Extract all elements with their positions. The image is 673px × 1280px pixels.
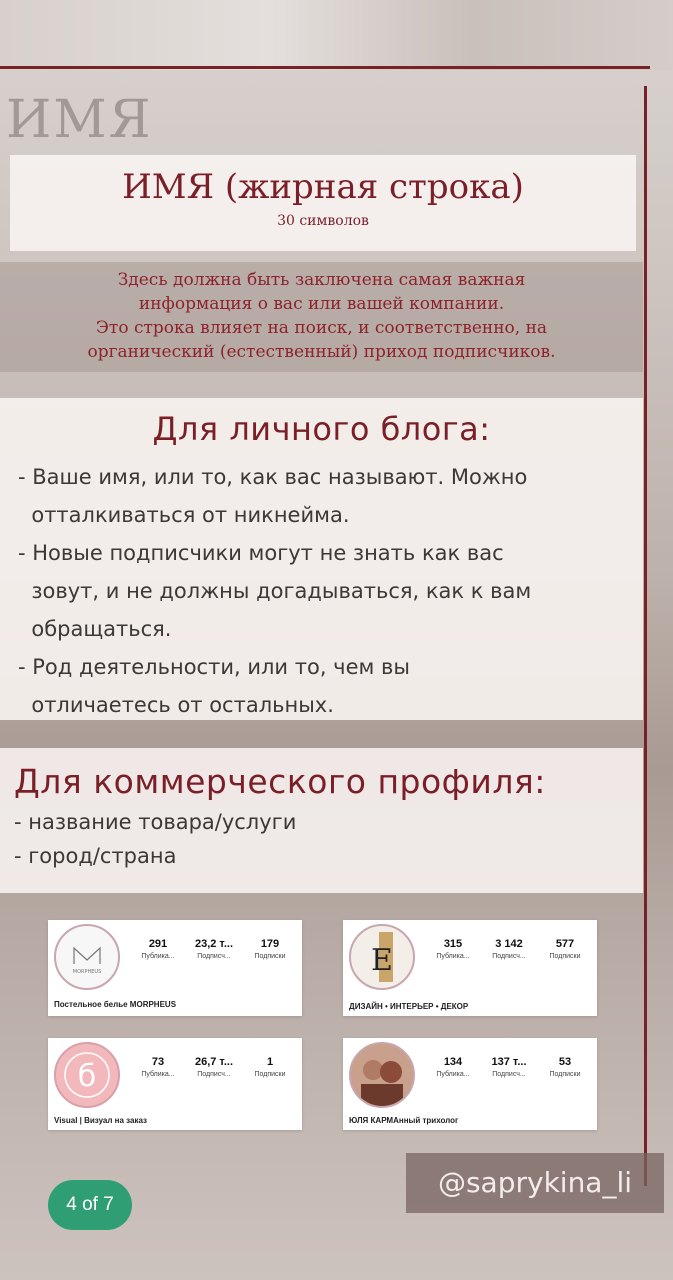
posts-label: Публика... xyxy=(141,1071,175,1078)
profile-name: Visual | Визуал на заказ xyxy=(54,1116,148,1125)
posts-count: 134 xyxy=(443,1056,463,1068)
personal-line: зовут, и не должны догадываться, как к вам xyxy=(18,579,532,603)
profile-name: ЮЛЯ КАРМАнный трихолог xyxy=(349,1116,459,1125)
followers-count: 26,7 т... xyxy=(194,1056,234,1068)
description-block xyxy=(0,262,643,372)
posts-count: 291 xyxy=(148,938,168,950)
description-line: органический (естественный) приход подписчиков. xyxy=(87,342,556,362)
posts-label: Публика... xyxy=(141,953,175,960)
following-label: Подписки xyxy=(549,1071,581,1078)
following-count: 577 xyxy=(555,938,575,950)
followers-count: 23,2 т... xyxy=(194,938,234,950)
posts-count: 73 xyxy=(151,1056,165,1068)
personal-line: - Ваше имя, или то, как вас называют. Можно xyxy=(18,465,528,489)
profile-card-design xyxy=(343,920,597,1016)
personal-line: - Род деятельности, или то, чем вы xyxy=(18,655,410,679)
following-label: Подписки xyxy=(549,953,581,960)
commercial-line: - город/страна xyxy=(14,844,177,868)
posts-label: Публика... xyxy=(436,1071,470,1078)
page-title: ИМЯ (жирная строка) xyxy=(122,167,524,207)
following-label: Подписки xyxy=(254,953,286,960)
design-logo-text: E xyxy=(371,943,393,978)
profile-card-morpheus xyxy=(48,920,302,1016)
posts-count: 315 xyxy=(443,938,463,950)
following-label: Подписки xyxy=(254,1071,286,1078)
followers-label: Подписч... xyxy=(197,1071,231,1078)
frame-line-right xyxy=(644,86,647,1186)
profile-name: ДИЗАЙН • ИНТЕРЬЕР • ДЕКОР xyxy=(349,1002,469,1011)
profile-photo xyxy=(349,1042,415,1108)
visual-logo-text: б xyxy=(77,1059,97,1094)
description-line: Это строка влияет на поиск, и соответственно, на xyxy=(95,318,548,338)
personal-line: обращаться. xyxy=(18,617,172,641)
followers-label: Подписч... xyxy=(492,953,526,960)
followers-count: 137 т... xyxy=(491,1056,527,1068)
background-top-strip xyxy=(0,0,673,70)
followers-label: Подписч... xyxy=(492,1071,526,1078)
author-handle[interactable]: @saprykina_li xyxy=(406,1153,664,1213)
description-line: информация о вас или вашей компании. xyxy=(138,294,505,314)
title-box xyxy=(10,155,636,251)
personal-line: - Новые подписчики могут не знать как вас xyxy=(18,541,504,565)
frame-line-top xyxy=(0,66,650,69)
personal-line: отличаетесь от остальных. xyxy=(18,693,334,717)
morpheus-logo xyxy=(54,924,120,990)
profile-card-visual xyxy=(48,1038,302,1130)
profile-card-trichologist xyxy=(343,1038,597,1130)
ghost-word: ИМЯ xyxy=(6,90,153,150)
followers-count: 3 142 xyxy=(495,938,523,950)
visual-logo xyxy=(54,1042,120,1108)
following-count: 179 xyxy=(260,938,280,950)
posts-label: Публика... xyxy=(436,953,470,960)
commercial-heading: Для коммерческого профиля: xyxy=(14,762,546,801)
profile-name: Постельное белье MORPHEUS xyxy=(54,1000,177,1009)
page-indicator: 4 of 7 xyxy=(48,1180,132,1230)
personal-line: отталкиваться от никнейма. xyxy=(18,503,350,527)
followers-label: Подписч... xyxy=(197,953,231,960)
commercial-line: - название товара/услуги xyxy=(14,810,297,834)
commercial-profile-panel xyxy=(0,748,643,893)
following-count: 53 xyxy=(558,1056,572,1068)
char-limit: 30 символов xyxy=(277,213,369,229)
description-line: Здесь должна быть заключена самая важная xyxy=(117,270,526,290)
morpheus-logo-text: MORPHEUS xyxy=(72,969,102,975)
following-count: 1 xyxy=(266,1056,274,1068)
personal-blog-panel xyxy=(0,398,643,720)
personal-heading: Для личного блога: xyxy=(152,410,491,448)
design-logo xyxy=(349,924,415,990)
